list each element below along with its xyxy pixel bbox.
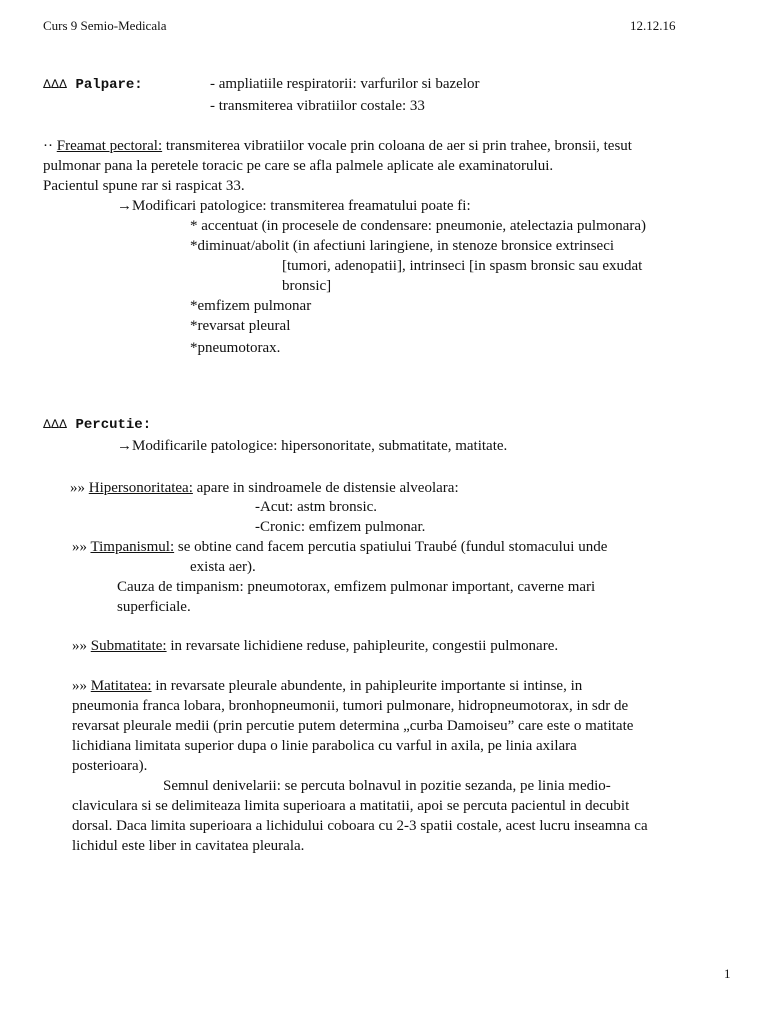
percutie-heading-line <box>43 414 151 435</box>
hipersonoritate-line <box>70 478 459 498</box>
triangle-marker-icon: ∆∆∆ <box>43 417 68 431</box>
hiper-cronic: -Cronic: emfizem pulmonar. <box>255 519 426 535</box>
percutie-modificari: →Modificarile patologice: hipersonoritate, submatitate, matitate. <box>117 438 508 454</box>
freamat-star-2c: bronsic] <box>282 278 332 294</box>
freamat-star-3: *emfizem pulmonar <box>190 298 312 314</box>
freamat-line-3: Pacientul spune rar si raspicat 33. <box>43 178 245 194</box>
freamat-text-1: transmiterea vibratiilor vocale prin coloana de aer si prin trahee, bronsii, tesut <box>162 138 632 154</box>
hipersonoritate-text: apare in sindroamele de distensie alveolara: <box>192 480 459 496</box>
page-number: 1 <box>724 966 731 981</box>
palpare-heading-line <box>43 74 143 95</box>
matitate-term: Matitatea: <box>90 678 152 694</box>
cauza-line-2: superficiale. <box>117 599 191 615</box>
freamat-star-1: * accentuat (in procesele de condensare: pneumonie, atelectazia pulmonara) <box>190 218 647 234</box>
timpanism-text: se obtine cand facem percutia spatiului Traubé (fundul stomacului unde <box>174 539 608 555</box>
freamat-star-5: *pneumotorax. <box>190 340 281 356</box>
submatitate-term: Submatitate: <box>90 638 167 654</box>
timpanism-text-2: exista aer). <box>190 559 256 575</box>
bullet-arrows: »» <box>72 678 91 694</box>
document-header-date: 12.12.16 <box>630 18 676 33</box>
palpare-heading: Palpare: <box>75 77 143 93</box>
matitate-line-5: posterioara). <box>72 758 148 774</box>
freamat-star-4: *revarsat pleural <box>190 318 291 334</box>
percutie-heading: Percutie: <box>75 417 152 433</box>
bullet-arrows: »» <box>72 638 91 654</box>
timpanism-term: Timpanismul: <box>90 539 175 555</box>
freamat-term: Freamat pectoral: <box>56 138 163 154</box>
triangle-marker-icon: ∆∆∆ <box>43 77 68 91</box>
palpare-item-1: - ampliatiile respiratorii: varfurilor si bazelor <box>210 76 480 92</box>
semn-line-3: dorsal. Daca limita superioara a lichidului coboara cu 2-3 spatii costale, acest lucru inseamna ca <box>72 818 648 834</box>
submatitate-line <box>72 636 558 656</box>
freamat-star-2b: [tumori, adenopatii], intrinseci [in spasm bronsic sau exudat <box>282 258 643 274</box>
matitate-line-3: revarsat pleurale medii (prin percutie putem determina „curba Damoiseu” care este o matitate <box>72 718 634 734</box>
document-header-title: Curs 9 Semio-Medicala <box>43 18 167 33</box>
bullet-arrows: »» <box>72 539 91 555</box>
freamat-line-1 <box>43 136 632 156</box>
cauza-line-1: Cauza de timpanism: pneumotorax, emfizem pulmonar important, caverne mari <box>117 579 596 595</box>
matitate-line-2: pneumonia franca lobara, bronhopneumonii, tumori pulmonare, hidropneumotorax, in sdr de <box>72 698 629 714</box>
timpanism-line <box>72 537 607 557</box>
hipersonoritate-term: Hipersonoritatea: <box>88 480 193 496</box>
semn-line-1: Semnul denivelarii: se percuta bolnavul in pozitie sezanda, pe linia medio- <box>163 778 611 794</box>
hiper-acut: -Acut: astm bronsic. <box>255 499 378 515</box>
matitate-line <box>72 676 582 696</box>
semn-line-4: lichidul este liber in cavitatea pleurala. <box>72 838 305 854</box>
bullet-dots: ·· <box>43 138 53 154</box>
semn-line-2: claviculara si se delimiteaza limita superioara a matitatii, apoi se percuta pacientul in decubit <box>72 798 630 814</box>
matitate-text: in revarsate pleurale abundente, in pahipleurite importante si intinse, in <box>151 678 583 694</box>
freamat-line-2: pulmonar pana la peretele toracic pe care se afla palmele aplicate ale examinatorului. <box>43 158 554 174</box>
bullet-arrows: »» <box>70 480 89 496</box>
submatitate-text: in revarsate lichidiene reduse, pahipleurite, congestii pulmonare. <box>166 638 559 654</box>
freamat-modificari: →Modificari patologice: transmiterea freamatului poate fi: <box>117 198 471 214</box>
palpare-item-2: - transmiterea vibratiilor costale: 33 <box>210 98 425 114</box>
matitate-line-4: lichidiana limitata superior dupa o linie parabolica cu varful in axila, pe linia axilara <box>72 738 577 754</box>
freamat-star-2: *diminuat/abolit (in afectiuni laringiene, in stenoze bronsice extrinseci <box>190 238 615 254</box>
